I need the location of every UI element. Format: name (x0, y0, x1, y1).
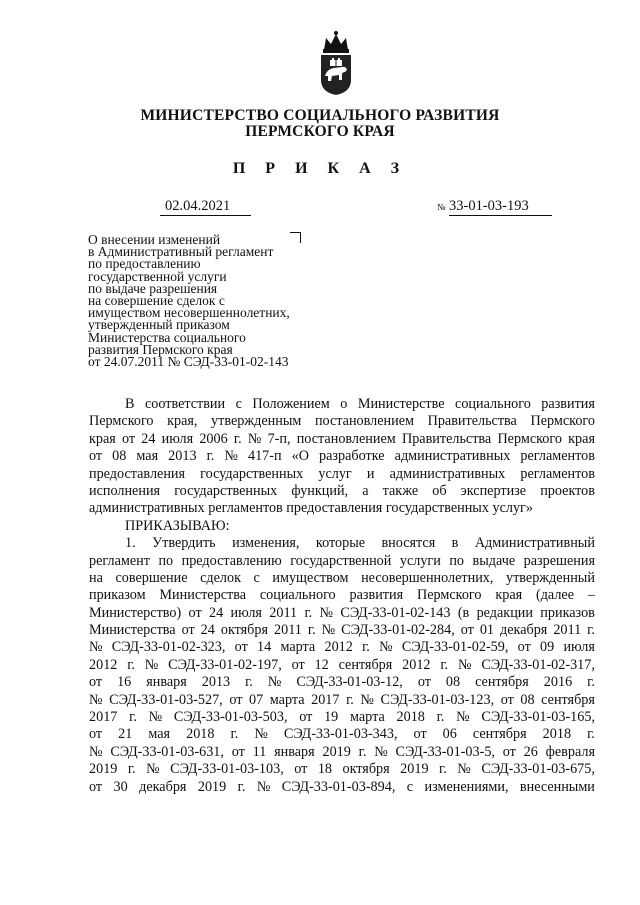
word: № (89, 691, 103, 708)
word: декабря (500, 622, 548, 639)
subject-line: от 24.07.2011 № СЭД-33-01-02-143 (88, 354, 289, 370)
word: от (517, 639, 531, 656)
word: г. (304, 604, 313, 621)
word: постановлением (314, 413, 414, 430)
word: г. (362, 639, 370, 656)
word: г. (127, 656, 135, 673)
word: 2018 (542, 726, 572, 743)
word: от (122, 430, 136, 447)
word: совершение (115, 569, 188, 586)
word: мая (148, 726, 171, 743)
subject-line: по предоставлению (88, 256, 201, 272)
word: развития (541, 396, 595, 412)
word: от (89, 448, 103, 465)
word: 26 (523, 743, 538, 760)
word: № (256, 778, 271, 795)
subject-line: О внесении изменений (88, 232, 221, 247)
word: от (89, 726, 103, 743)
word: изменения, (232, 535, 300, 552)
word: несовершеннолетних, (361, 569, 494, 586)
word: исполнения (89, 482, 161, 499)
word: от (417, 674, 431, 691)
word: № (146, 761, 160, 778)
word: соответствии (144, 396, 226, 412)
word: редакции (476, 604, 533, 621)
text-line (89, 657, 595, 674)
word: СЭД-33-01-03-165, (481, 709, 595, 726)
text-line (89, 674, 595, 691)
word: административных (389, 465, 506, 482)
word: изменениями, (424, 778, 509, 795)
word: г. (245, 674, 253, 691)
order-date: 02.04.2021 (160, 198, 251, 216)
text-line (89, 744, 595, 761)
word: декабря (139, 778, 187, 795)
word: сентября (338, 656, 393, 673)
word: № (456, 709, 470, 726)
word: марта (269, 691, 305, 708)
word: проектов (540, 482, 595, 499)
text-line (89, 535, 595, 552)
word: № (89, 639, 103, 656)
word: СЭД-33-01-03-527, (109, 691, 223, 708)
subject-line: в Административный регламент (88, 244, 274, 260)
word: государственных (174, 482, 278, 499)
text-line (89, 553, 595, 570)
word: которые (315, 535, 366, 552)
word: 11 (252, 743, 267, 760)
word: г. (587, 674, 595, 691)
word: (далее (535, 587, 575, 604)
word: 2019 (322, 743, 351, 760)
word: июля (230, 604, 262, 621)
text-line (89, 692, 595, 709)
word: г. (587, 622, 595, 639)
word: г. (436, 709, 445, 726)
word: 2013 (168, 448, 197, 465)
word: по (158, 552, 174, 569)
word: СЭД-33-01-03-503, (173, 709, 288, 726)
word: услуги (399, 552, 441, 569)
word: по (449, 552, 465, 569)
text-line (89, 622, 595, 639)
word: 06 (442, 726, 457, 743)
word: № (89, 743, 103, 760)
word: № (321, 622, 336, 639)
word: социального (455, 396, 531, 412)
word: № (144, 656, 159, 673)
word: развития (349, 587, 404, 604)
word: регламентов (520, 448, 595, 465)
word: края, (167, 413, 198, 430)
text-line (89, 761, 595, 778)
word: 24 (208, 604, 224, 621)
word: – (587, 587, 595, 604)
word: 12 (314, 656, 329, 673)
word: края (495, 587, 523, 604)
word: о (340, 396, 348, 412)
word: 2011 (274, 622, 302, 639)
word: государственных (200, 465, 304, 482)
word: утвержденным (211, 413, 302, 430)
subject-line: развития Пермского края (88, 341, 233, 357)
word: Пермского (89, 413, 154, 430)
text-line (89, 726, 595, 743)
word: г. (346, 691, 354, 708)
text-line (89, 413, 595, 430)
word: 2018 (396, 709, 425, 726)
word: от (294, 761, 308, 778)
word: 08 (112, 448, 127, 465)
word: СЭД-33-01-03-123, (380, 691, 495, 708)
word: постановлением (296, 430, 396, 447)
word: предоставлению (181, 552, 282, 569)
word: 19 (324, 709, 339, 726)
word: 2012 (402, 656, 431, 673)
word: социального (259, 587, 336, 604)
word: регламент (89, 552, 150, 569)
order-number: 33-01-03-193 (449, 198, 552, 216)
word: июля (161, 430, 194, 447)
word: (в (457, 604, 470, 621)
word: Правительства (401, 430, 492, 447)
subject-line: по выдаче разрешения (88, 280, 218, 296)
word: утвержденный (505, 569, 595, 586)
word: СЭД-33-01-03-894, (281, 778, 396, 795)
word: государственной (290, 552, 392, 569)
word: г. (206, 448, 215, 465)
word: марта (350, 709, 385, 726)
word: сентября (472, 726, 527, 743)
word: 2017 (89, 709, 118, 726)
text-line (89, 605, 595, 622)
word: СЭД-33-01-02-317, (481, 656, 595, 673)
word: и (366, 465, 375, 482)
word: № (148, 709, 163, 726)
word: от (89, 674, 103, 691)
word: Министерстве (357, 396, 445, 412)
word: № (319, 604, 334, 621)
word: 1. (125, 535, 136, 552)
word: от (188, 604, 202, 621)
word: марта (280, 639, 316, 656)
word: 01 (479, 622, 495, 639)
perm-krai-coat-of-arms-icon (316, 30, 356, 96)
word: 2012 (324, 639, 353, 656)
word: СЭД-33-01-02-143 (340, 604, 451, 621)
word: разрешения (523, 552, 595, 569)
word: 24 (141, 430, 156, 447)
text-line (89, 396, 595, 413)
word: 14 (257, 639, 272, 656)
word: Министерство) (89, 604, 182, 621)
word: СЭД-33-01-03-675, (481, 761, 595, 778)
word: СЭД-33-01-02-323, (111, 639, 226, 656)
word: от (181, 622, 195, 639)
word: функций, (291, 482, 349, 499)
word: от (89, 778, 103, 795)
word: услуг (318, 465, 352, 482)
word: октября (342, 761, 390, 778)
word: № (267, 674, 282, 691)
word: 16 (117, 674, 132, 691)
text-line (89, 587, 595, 604)
word: СЭД-33-01-02-59, (401, 639, 509, 656)
word: а (362, 482, 369, 499)
text-line (89, 483, 595, 500)
word: № (224, 448, 238, 465)
word: В (125, 396, 135, 412)
word: Утвердить (152, 535, 216, 552)
word: вносятся (381, 535, 436, 552)
word: 2013 (201, 674, 231, 691)
subject-line: на совершение сделок с (88, 293, 225, 309)
word: № (379, 639, 393, 656)
word: № (247, 430, 262, 447)
word: СЭД-33-01-03-343, (283, 726, 398, 743)
word: 2018 (186, 726, 215, 743)
word: 2016 (543, 674, 573, 691)
word: Правительства (427, 413, 517, 430)
word: 18 (317, 761, 333, 778)
word: № (457, 761, 471, 778)
word: Пермского (497, 430, 562, 447)
word: 08 (520, 691, 535, 708)
word: от (299, 709, 313, 726)
word: г. (237, 778, 246, 795)
word: также (382, 482, 419, 499)
word: Пермского (530, 413, 595, 430)
word: № (374, 743, 388, 760)
word: регламентов (520, 465, 595, 482)
text-line (89, 431, 595, 448)
word: 2011 (269, 604, 298, 621)
word: № (360, 691, 374, 708)
word: 2006 (199, 430, 228, 447)
word: февраля (545, 743, 595, 760)
word: с (235, 396, 242, 412)
document-title: П Р И К А З (232, 160, 408, 177)
word: от (460, 622, 474, 639)
word: г. (230, 726, 239, 743)
subject-line: имуществом несовершеннолетних, (88, 305, 290, 321)
word: Положением (252, 396, 330, 412)
text-line (89, 709, 595, 726)
word: 2019 (400, 761, 429, 778)
subject-line: государственной услуги (88, 268, 227, 284)
word: внесенными (519, 778, 595, 795)
text-line (89, 570, 595, 587)
word: Министерства (89, 622, 176, 639)
word: октября (220, 622, 269, 639)
word: мая (136, 448, 159, 465)
word: № (254, 726, 268, 743)
word: разработке (319, 448, 385, 465)
word: СЭД-33-01-02-284, (341, 622, 455, 639)
order-word: ПРИКАЗЫВАЮ: (125, 517, 230, 534)
word: сентября (475, 674, 529, 691)
text-line (89, 779, 595, 796)
word: сентября (541, 691, 595, 708)
text-line (89, 500, 595, 517)
text-line (89, 466, 595, 483)
word: сделок (200, 569, 241, 586)
word: СЭД-33-01-03-5, (395, 743, 495, 760)
word: 417-п (247, 448, 282, 465)
subject-line: утвержденный приказом (88, 317, 230, 333)
word: г. (358, 743, 367, 760)
word: 07 (249, 691, 264, 708)
word: предоставления (89, 465, 186, 482)
word: 08 (445, 674, 461, 691)
word: от (234, 639, 248, 656)
word: июля (563, 639, 595, 656)
word: 2019 (197, 778, 227, 795)
word: административных (394, 448, 511, 465)
word: административных регламентов предоставления государственных услуг» (89, 500, 533, 517)
word: Министерства (159, 587, 247, 604)
word: от (502, 743, 516, 760)
word: января (146, 674, 187, 691)
word: СЭД-33-01-03-631, (110, 743, 224, 760)
word: № (457, 656, 472, 673)
word: от (413, 726, 427, 743)
word: г. (440, 656, 449, 673)
word: от (229, 691, 243, 708)
order-body (89, 396, 595, 796)
word: от (231, 743, 245, 760)
word: 30 (113, 778, 128, 795)
word: имуществом (272, 569, 349, 586)
word: в (451, 535, 459, 552)
number-sign: № (437, 202, 446, 212)
word: от (291, 656, 305, 673)
word: 2019 (89, 761, 118, 778)
word: приказов (540, 604, 595, 621)
word: об (432, 482, 447, 499)
word: г. (439, 761, 447, 778)
order-subject (88, 234, 328, 368)
word: с (253, 569, 260, 586)
text-line (89, 639, 595, 656)
word: г. (307, 622, 316, 639)
word: 2011 (553, 622, 582, 639)
word: СЭД-33-01-03-12, (296, 674, 403, 691)
word: 7-п, (267, 430, 291, 447)
ministry-name-line1: МИНИСТЕРСТВО СОЦИАЛЬНОГО РАЗВИТИЯ (140, 107, 500, 124)
word: от (500, 691, 514, 708)
subject-line: Министерства социального (88, 329, 246, 345)
word: выдаче (472, 552, 516, 569)
word: 21 (118, 726, 133, 743)
ministry-name-line2: ПЕРМСКОГО КРАЯ (245, 123, 395, 140)
word: 2012 (89, 656, 118, 673)
word: января (274, 743, 315, 760)
word: приказом (89, 587, 146, 604)
word: края (568, 430, 595, 447)
word: г. (127, 761, 136, 778)
word: экспертизе (460, 482, 527, 499)
word: края (89, 430, 116, 447)
word: «О (291, 448, 309, 465)
text-line (89, 448, 595, 465)
word: Административный (474, 535, 595, 552)
word: Пермского (416, 587, 482, 604)
word: с (406, 778, 414, 795)
word: 2017 (311, 691, 340, 708)
word: г. (587, 726, 595, 743)
word: г. (129, 709, 137, 726)
word: СЭД-33-01-02-197, (168, 656, 282, 673)
word: 24 (200, 622, 215, 639)
word: СЭД-33-01-03-103, (170, 761, 284, 778)
word: 09 (540, 639, 555, 656)
word: на (89, 569, 103, 586)
word: г. (233, 430, 242, 447)
